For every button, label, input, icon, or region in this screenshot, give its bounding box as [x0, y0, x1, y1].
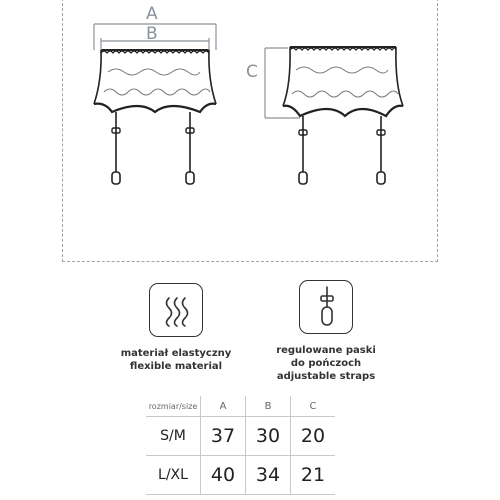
garter-belt-front-view [94, 50, 216, 184]
adjustable-straps-badge [299, 280, 353, 334]
size-value-cell: 40 [201, 456, 246, 495]
size-value-cell: 30 [246, 417, 291, 456]
caption-line: do pończoch [290, 358, 362, 369]
caption-line: flexible material [129, 361, 223, 372]
size-table-header-cell: B [246, 396, 291, 417]
wavy-lines-icon [150, 284, 204, 338]
size-table-header-cell: A [201, 396, 246, 417]
table-row [146, 456, 335, 495]
size-value-cell: 20 [291, 417, 336, 456]
adjustable-straps-caption [246, 344, 406, 383]
dimension-a-label: A [146, 4, 158, 24]
size-label-cell: S/M [146, 417, 201, 456]
size-label-cell: L/XL [146, 456, 201, 495]
caption-line: regulowane paski [276, 345, 376, 356]
dimension-c-label: C [246, 62, 258, 82]
size-value-cell: 34 [246, 456, 291, 495]
dimension-c-line [265, 48, 300, 118]
size-table-header-cell: C [291, 396, 336, 417]
feature-adjustable-straps [246, 280, 406, 383]
caption-line: materiał elastyczny [120, 348, 232, 359]
strap-clip-icon [300, 281, 354, 335]
size-table-header-cell: rozmiar/size [146, 396, 201, 417]
size-value-cell: 21 [291, 456, 336, 495]
size-value-cell: 37 [201, 417, 246, 456]
table-row [146, 417, 335, 456]
caption-line: adjustable straps [276, 371, 376, 382]
flexible-material-badge [149, 283, 203, 337]
size-table-header-row [146, 396, 335, 417]
dimension-b-label: B [146, 24, 158, 44]
flexible-material-caption [96, 347, 256, 373]
garter-belt-side-view [283, 47, 403, 184]
size-table [146, 396, 335, 495]
feature-flexible-material [96, 283, 256, 373]
